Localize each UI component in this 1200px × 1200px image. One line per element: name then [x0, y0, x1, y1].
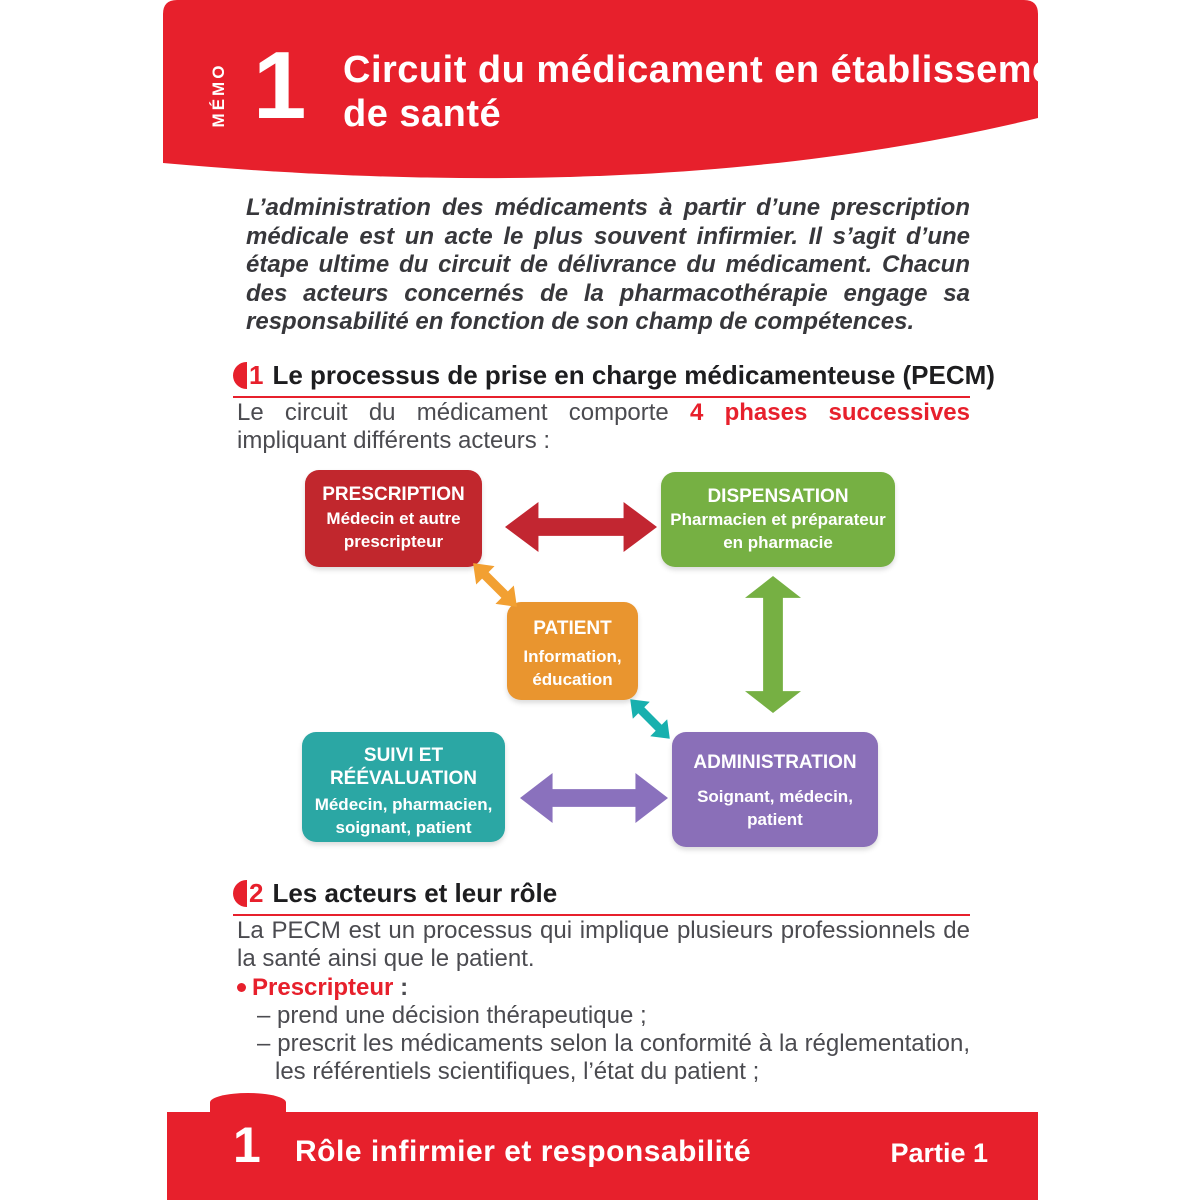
double-arrow-prescription-dispensation-icon — [505, 502, 657, 552]
section2-title: Les acteurs et leur rôle — [272, 878, 558, 908]
diagram-box-administration — [672, 732, 878, 847]
footer-part-label: Partie 1 — [890, 1138, 988, 1168]
suivi-subtitle: Médecin, pharmacien, soignant, patient — [314, 795, 493, 837]
section1-body-highlight: 4 phases successives — [690, 399, 971, 426]
intro-paragraph: L’administration des médicaments à partir d’une prescription médicale est un acte le plus souvent infirmier. Il s’agit d’une étape ultime du circuit de délivrance du médicament. Chacun des acteurs concernés de la pharmacothérapie engage sa responsabilité en fonction de son champ de compétences. — [246, 194, 970, 335]
footer-chapter-title: Rôle infirmier et responsabilité — [295, 1135, 752, 1168]
list-bullet-icon — [237, 983, 246, 992]
section1-number: 1 — [249, 360, 264, 390]
actor-label: Prescripteur — [252, 974, 394, 1001]
double-arrow-dispensation-administration-icon — [745, 576, 801, 713]
section2-body: La PECM est un processus qui implique plusieurs professionnels de la santé ainsi que le patient. — [237, 917, 970, 972]
pecm-cycle-diagram — [300, 465, 912, 875]
section1-bullet-icon — [233, 362, 247, 389]
list-item: – prescrit les médicaments selon la conformité à la réglementation, les référentiels scientifiques, l’état du patient ; — [257, 1030, 970, 1085]
footer-bar — [167, 1112, 1038, 1200]
dispensation-subtitle: Pharmacien et préparateur en pharmacie — [670, 510, 886, 552]
administration-subtitle: Soignant, médecin, patient — [697, 787, 853, 829]
list-item: – prend une décision thérapeutique ; — [257, 1002, 647, 1029]
actor-role-list — [237, 1002, 970, 1086]
footer-tab-bump — [210, 1093, 286, 1112]
prescription-title: PRESCRIPTION — [322, 484, 465, 505]
section1-title: Le processus de prise en charge médicamenteuse (PECM) — [272, 360, 995, 390]
actor-bullet-line — [237, 974, 970, 1002]
prescription-subtitle: Médecin et autre prescripteur — [326, 509, 461, 551]
double-arrow-patient-administration-icon — [622, 691, 679, 748]
section1-body — [237, 399, 970, 455]
memo-vertical-label: MÉMO — [209, 62, 228, 128]
page-title-line1: Circuit du médicament en établissement — [343, 49, 1091, 91]
dispensation-title: DISPENSATION — [707, 486, 849, 507]
page-title-line2: de santé — [343, 93, 502, 135]
diagram-box-suivi-reevaluation — [302, 732, 505, 842]
diagram-box-prescription — [305, 470, 482, 567]
section2-bullet-icon — [233, 880, 247, 907]
memo-number: 1 — [253, 32, 307, 139]
section1-heading — [233, 360, 995, 398]
double-arrow-suivi-administration-icon — [520, 773, 668, 823]
administration-title: ADMINISTRATION — [693, 752, 857, 773]
patient-subtitle: Information, éducation — [523, 647, 622, 689]
diagram-box-dispensation — [661, 472, 895, 567]
section1-body-suffix: impliquant différents acteurs : — [237, 427, 551, 454]
suivi-title: SUIVI ET RÉÉVALUATION — [329, 745, 478, 789]
actor-colon: : — [393, 974, 409, 1001]
double-arrow-prescription-patient-icon — [464, 554, 526, 616]
page-title — [343, 48, 1091, 136]
section1-body-prefix: Le circuit du médicament comporte — [237, 399, 691, 426]
section2-number: 2 — [249, 878, 264, 908]
diagram-box-patient — [507, 602, 638, 700]
section2-heading — [233, 878, 970, 916]
patient-title: PATIENT — [533, 618, 612, 639]
footer-part-number: 1 — [233, 1117, 261, 1173]
